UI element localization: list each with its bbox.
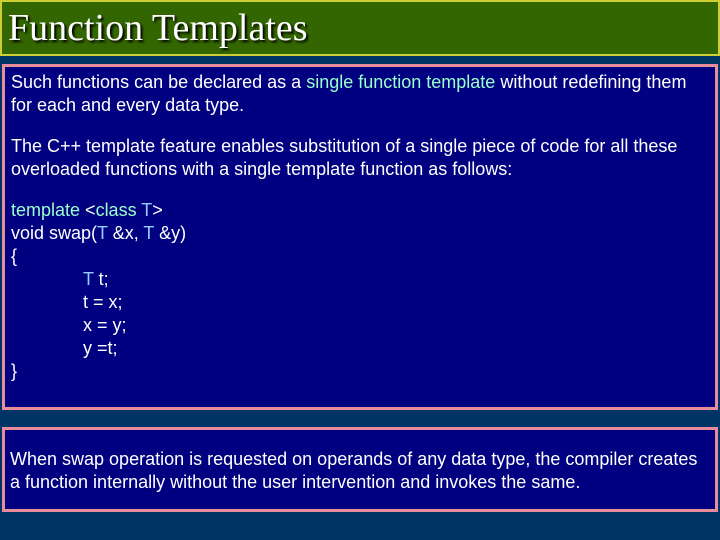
content-panel: [2, 64, 718, 410]
code-line-template: [11, 199, 709, 222]
intro-highlight: single function template: [306, 72, 496, 92]
code-token: void swap(: [11, 223, 98, 243]
code-token: t = x;: [83, 292, 123, 312]
class-keyword: class: [95, 200, 137, 220]
code-token: >: [152, 200, 163, 220]
type-parameter: T: [97, 223, 108, 243]
code-line-declare: [11, 268, 709, 291]
code-token: t;: [93, 269, 109, 289]
code-close-brace: }: [11, 361, 18, 381]
code-token: <: [80, 200, 96, 220]
title-bar: [0, 0, 720, 56]
feature-paragraph: The C++ template feature enables substitution of a single piece of code for all these overloaded functions with a single template function as follows:: [11, 136, 678, 179]
code-open-brace: {: [11, 246, 18, 266]
type-parameter: T: [141, 200, 153, 220]
code-line-assign-t: [11, 291, 709, 314]
type-parameter: T: [83, 269, 94, 289]
intro-paragraph: [11, 71, 709, 117]
code-token: x = y;: [83, 315, 127, 335]
intro-text-start: Such functions can be declared as a: [11, 72, 307, 92]
intro-text-end: without redefining them for each and every data type.: [11, 72, 687, 115]
type-parameter: T: [143, 223, 155, 243]
template-keyword: template: [11, 200, 81, 220]
code-line-assign-x: [11, 314, 709, 337]
note-text: When swap operation is requested on operands of any data type, the compiler creates a function internally without the user intervention and invokes the same.: [10, 449, 698, 492]
code-line-signature: [11, 222, 709, 245]
code-line-assign-y: [11, 337, 709, 360]
slide-title: Function Templates: [8, 7, 308, 49]
code-token: &y): [154, 223, 187, 243]
code-block: [11, 199, 709, 383]
note-panel: [2, 427, 718, 512]
code-token: y =t;: [83, 338, 118, 358]
code-token: &x,: [107, 223, 144, 243]
